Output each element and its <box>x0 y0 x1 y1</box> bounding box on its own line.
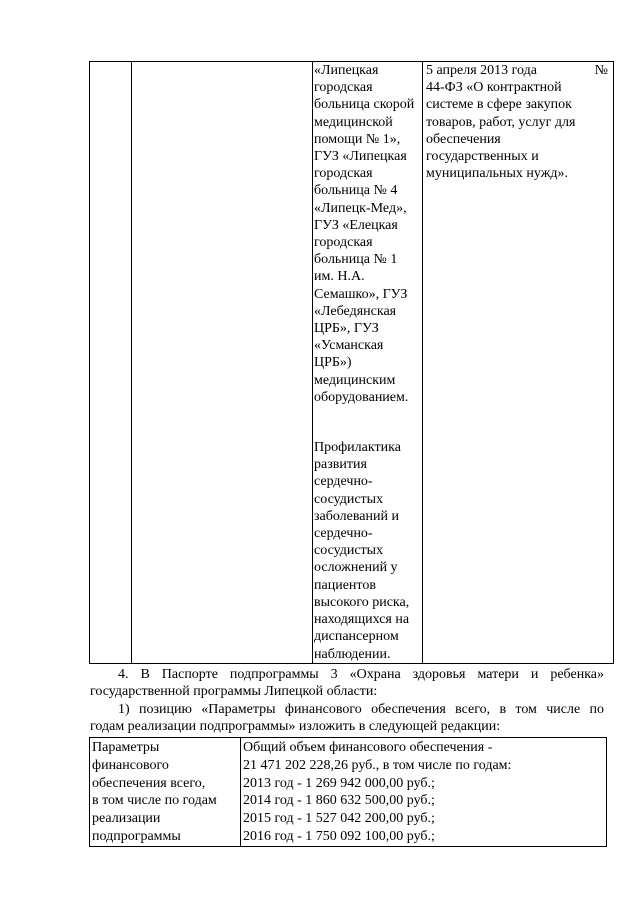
prevention-line: заболеваний и <box>314 508 399 524</box>
prevention-line: сосудистых <box>314 491 384 507</box>
prevention-line: развития <box>314 457 367 473</box>
measure-name-cell <box>132 62 313 664</box>
law-date: 5 апреля 2013 года <box>426 63 537 78</box>
value-line: 2014 год - 1 860 632 500,00 руб.; <box>243 793 435 809</box>
prevention-line: высокого риска, <box>314 594 410 610</box>
institutions-line: ЦРБ», ГУЗ <box>314 321 379 337</box>
institutions-line: больница скорой <box>314 97 415 113</box>
value-line: 21 471 202 228,26 руб., в том числе по годам: <box>243 757 512 773</box>
label-line: Параметры <box>92 740 160 755</box>
institutions-line: «Липецк-Мед», <box>314 200 407 216</box>
law-line: товаров, работ, услуг для <box>426 114 576 130</box>
institutions-line: городская <box>314 235 373 251</box>
institutions-line: ГУЗ «Липецкая <box>314 149 407 165</box>
institutions-line: «Липецкая <box>314 63 379 78</box>
institutions-line: медицинской <box>314 114 393 130</box>
table-row <box>90 62 614 664</box>
prevention-line: находящихся на <box>314 612 410 628</box>
paragraph-item-4 <box>90 667 604 700</box>
institutions-line: оборудованием. <box>314 389 409 405</box>
law-line: государственных и <box>426 149 539 165</box>
label-line: финансового <box>92 757 169 773</box>
prevention-line: сердечно- <box>314 526 373 542</box>
value-line: Общий объем финансового обеспечения - <box>243 740 493 755</box>
number-cell <box>90 62 132 664</box>
institutions-line: помощи № 1», <box>314 131 401 147</box>
institutions-line: ЦРБ») <box>314 355 352 371</box>
prevention-line: наблюдении. <box>314 646 391 662</box>
law-line: 44-ФЗ «О контрактной <box>426 80 562 96</box>
institutions-line: «Усманская <box>314 338 384 354</box>
prevention-line: осложнений у <box>314 560 398 576</box>
spacer <box>314 406 420 439</box>
label-line: подпрограммы <box>92 828 181 844</box>
institutions-line: медицинским <box>314 372 396 388</box>
value-line: 2013 год - 1 269 942 000,00 руб.; <box>243 775 435 791</box>
prevention-line: сердечно- <box>314 474 373 490</box>
paragraph-line: 1) позицию «Параметры финансового обеспечения всего, в том числе по <box>118 702 604 717</box>
prevention-line: диспансерном <box>314 629 399 645</box>
law-line: муниципальных нужд». <box>426 166 569 182</box>
institutions-line: им. Н.А. <box>314 269 365 285</box>
institutions-line: «Лебедянская <box>314 303 397 319</box>
paragraph-line: 4. В Паспорте подпрограммы 3 «Охрана здоровья матери и ребенка» <box>118 667 604 682</box>
paragraph-subitem-1 <box>90 702 604 735</box>
passport-table <box>89 737 607 847</box>
institutions-cell <box>313 62 423 664</box>
prevention-line: сосудистых <box>314 543 384 559</box>
institutions-line: городская <box>314 166 373 182</box>
passport-value-cell <box>241 738 607 847</box>
passport-label-cell <box>90 738 241 847</box>
law-line: обеспечения <box>426 131 501 147</box>
law-first-line <box>426 62 608 79</box>
institutions-line: Семашко», ГУЗ <box>314 286 408 302</box>
law-number-sign: № <box>594 63 608 78</box>
institutions-line: больница № 1 <box>314 252 398 268</box>
paragraph-line: годам реализации подпрограммы» изложить в следующей редакции: <box>90 718 501 734</box>
continuation-table <box>89 61 614 664</box>
value-line: 2015 год - 1 527 042 200,00 руб.; <box>243 811 435 827</box>
label-line: обеспечения всего, <box>92 775 206 791</box>
table-row <box>90 738 607 847</box>
prevention-line: пациентов <box>314 577 376 593</box>
law-reference-cell <box>423 62 614 664</box>
paragraph-line: государственной программы Липецкой области: <box>90 683 378 699</box>
institutions-line: городская <box>314 80 373 96</box>
institutions-line: больница № 4 <box>314 183 398 199</box>
prevention-line: Профилактика <box>314 440 401 456</box>
label-line: реализации <box>92 811 161 827</box>
label-line: в том числе по годам <box>92 793 217 809</box>
institutions-line: ГУЗ «Елецкая <box>314 217 398 233</box>
law-line: системе в сфере закупок <box>426 97 572 113</box>
value-line: 2016 год - 1 750 092 100,00 руб.; <box>243 828 435 844</box>
